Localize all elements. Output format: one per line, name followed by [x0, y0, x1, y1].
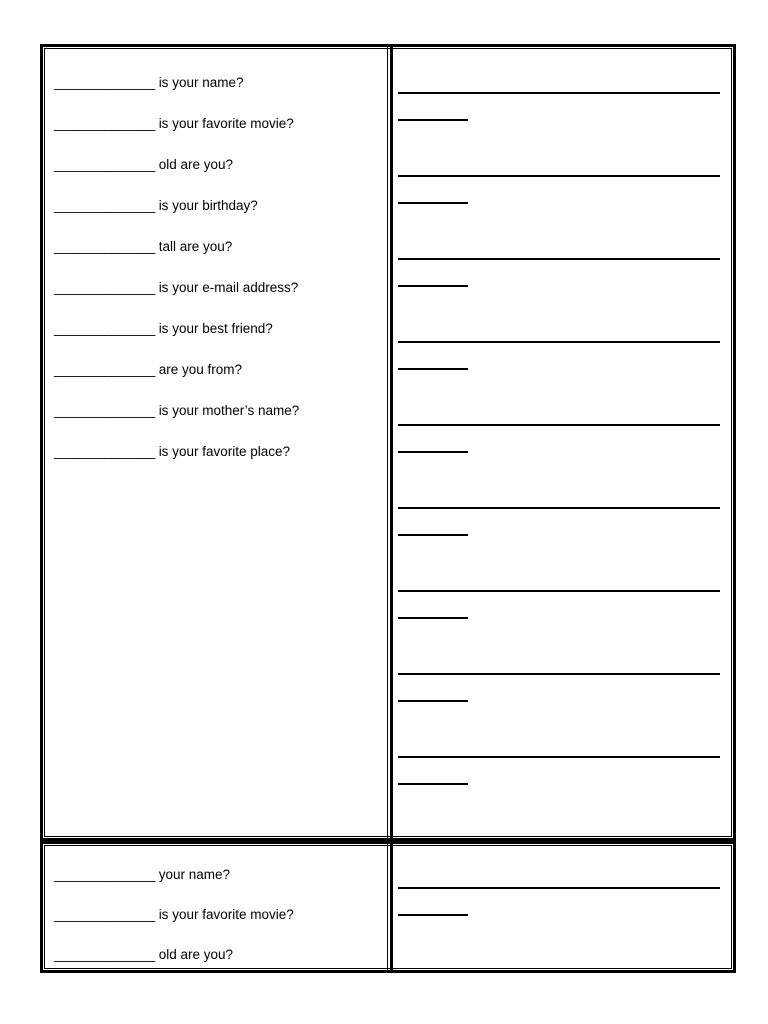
- answer-lines: [398, 258, 720, 298]
- question-row: [54, 866, 230, 884]
- question-text: old are you?: [158, 157, 233, 172]
- worksheet-panel-main: [40, 44, 736, 841]
- answer-line-long: [398, 507, 720, 509]
- question-text: tall are you?: [158, 239, 233, 254]
- answer-line-short: [398, 534, 468, 536]
- answer-blank: ______________: [54, 75, 155, 90]
- answer-blank: ______________: [54, 116, 155, 131]
- question-column: [43, 47, 387, 838]
- question-row: [54, 320, 273, 338]
- answer-lines: [398, 507, 720, 547]
- answer-blank: ______________: [54, 280, 155, 295]
- answer-column: [395, 844, 733, 970]
- answer-blank: ______________: [54, 362, 155, 377]
- answer-line-long: [398, 341, 720, 343]
- answer-column: [395, 47, 733, 838]
- question-row: [54, 946, 233, 964]
- question-text: is your best friend?: [158, 321, 273, 336]
- question-row: [54, 402, 299, 420]
- answer-lines: [398, 887, 720, 927]
- answer-line-long: [398, 756, 720, 758]
- answer-line-short: [398, 783, 468, 785]
- question-row: [54, 156, 233, 174]
- answer-line-long: [398, 673, 720, 675]
- answer-line-long: [398, 590, 720, 592]
- answer-blank: ______________: [54, 867, 155, 882]
- question-row: [54, 74, 243, 92]
- answer-lines: [398, 590, 720, 630]
- question-row: [54, 238, 232, 256]
- question-text: old are you?: [158, 947, 233, 962]
- answer-lines: [398, 673, 720, 713]
- answer-line-long: [398, 92, 720, 94]
- answer-blank: ______________: [54, 907, 155, 922]
- answer-line-short: [398, 617, 468, 619]
- question-text: is your birthday?: [158, 198, 258, 213]
- answer-line-short: [398, 451, 468, 453]
- question-column: [43, 844, 387, 970]
- question-row: [54, 443, 290, 461]
- answer-line-long: [398, 175, 720, 177]
- question-row: [54, 115, 294, 133]
- column-divider: [387, 47, 391, 838]
- answer-lines: [398, 175, 720, 215]
- question-text: your name?: [158, 867, 230, 882]
- question-text: is your favorite place?: [158, 444, 291, 459]
- answer-blank: ______________: [54, 198, 155, 213]
- question-text: is your mother’s name?: [158, 403, 300, 418]
- answer-line-long: [398, 258, 720, 260]
- answer-lines: [398, 424, 720, 464]
- answer-blank: ______________: [54, 947, 155, 962]
- answer-line-short: [398, 119, 468, 121]
- question-row: [54, 197, 258, 215]
- answer-line-short: [398, 202, 468, 204]
- question-text: is your name?: [158, 75, 244, 90]
- column-divider: [387, 844, 391, 970]
- question-row: [54, 279, 298, 297]
- question-row: [54, 906, 294, 924]
- answer-line-short: [398, 285, 468, 287]
- answer-blank: ______________: [54, 321, 155, 336]
- worksheet-panel-continued: [40, 841, 736, 973]
- answer-blank: ______________: [54, 403, 155, 418]
- question-text: is your e-mail address?: [158, 280, 299, 295]
- answer-blank: ______________: [54, 239, 155, 254]
- answer-lines: [398, 341, 720, 381]
- question-text: are you from?: [158, 362, 242, 377]
- answer-lines: [398, 756, 720, 796]
- question-text: is your favorite movie?: [158, 116, 294, 131]
- answer-line-short: [398, 914, 468, 916]
- answer-line-short: [398, 368, 468, 370]
- answer-blank: ______________: [54, 157, 155, 172]
- answer-line-short: [398, 700, 468, 702]
- answer-line-long: [398, 887, 720, 889]
- answer-line-long: [398, 424, 720, 426]
- answer-blank: ______________: [54, 444, 155, 459]
- question-row: [54, 361, 242, 379]
- answer-lines: [398, 92, 720, 132]
- question-text: is your favorite movie?: [158, 907, 294, 922]
